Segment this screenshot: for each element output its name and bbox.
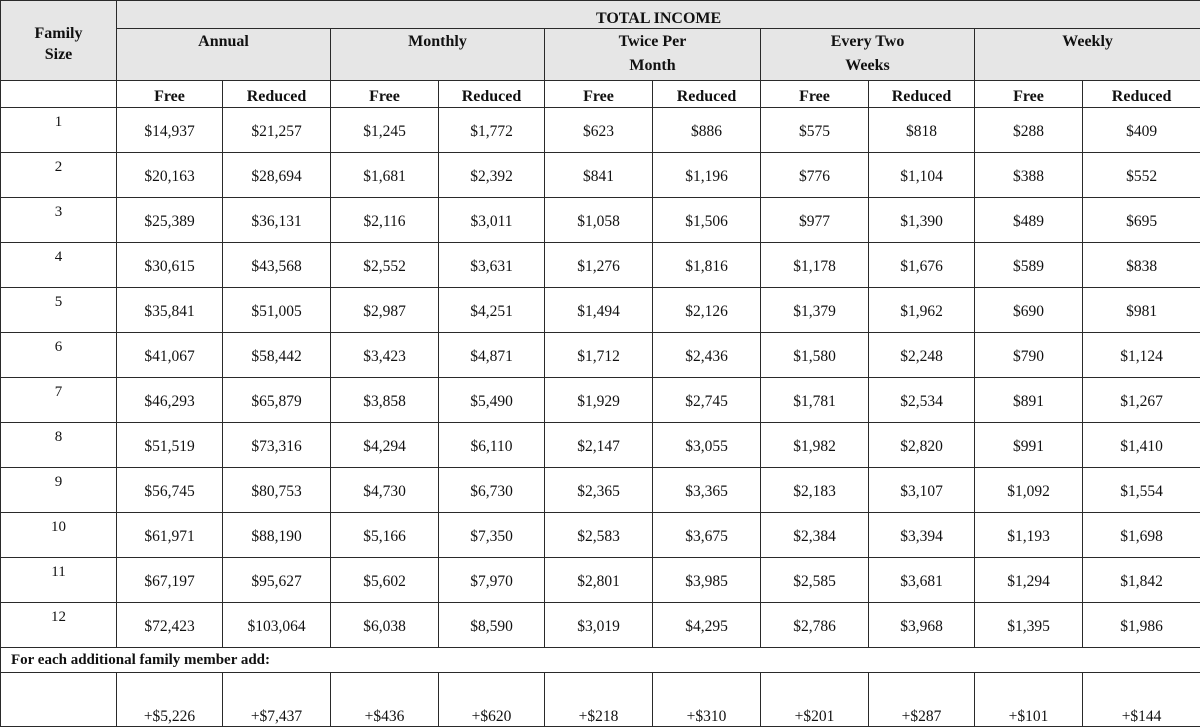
table-row xyxy=(1,603,1200,648)
reduced-income-cell: $2,126 xyxy=(653,288,761,333)
free-additional-cell: +$101 xyxy=(975,673,1083,727)
table-row xyxy=(1,558,1200,603)
free-income-cell: $2,384 xyxy=(761,513,869,558)
period-label-line-2: Weeks xyxy=(845,57,889,74)
family-size-cell: 5 xyxy=(1,288,117,333)
free-income-cell: $1,092 xyxy=(975,468,1083,513)
family-size-cell: 12 xyxy=(1,603,117,648)
reduced-additional-cell: +$310 xyxy=(653,673,761,727)
family-size-cell: 2 xyxy=(1,153,117,198)
reduced-income-cell: $80,753 xyxy=(223,468,331,513)
free-income-cell: $6,038 xyxy=(331,603,439,648)
free-income-cell: $1,494 xyxy=(545,288,653,333)
reduced-income-cell: $1,986 xyxy=(1083,603,1200,648)
subheader-free: Free xyxy=(331,81,439,108)
table-row xyxy=(1,153,1200,198)
free-additional-cell: +$5,226 xyxy=(117,673,223,727)
subheader-reduced: Reduced xyxy=(439,81,545,108)
subheader-free: Free xyxy=(545,81,653,108)
reduced-income-cell: $552 xyxy=(1083,153,1200,198)
family-size-cell: 7 xyxy=(1,378,117,423)
reduced-income-cell: $3,968 xyxy=(869,603,975,648)
reduced-income-cell: $3,055 xyxy=(653,423,761,468)
additional-member-row xyxy=(1,673,1200,727)
reduced-income-cell: $1,196 xyxy=(653,153,761,198)
period-label: Twice Per xyxy=(619,33,687,50)
free-income-cell: $1,058 xyxy=(545,198,653,243)
free-income-cell: $41,067 xyxy=(117,333,223,378)
free-income-cell: $5,602 xyxy=(331,558,439,603)
free-income-cell: $1,712 xyxy=(545,333,653,378)
free-income-cell: $489 xyxy=(975,198,1083,243)
reduced-income-cell: $695 xyxy=(1083,198,1200,243)
reduced-income-cell: $51,005 xyxy=(223,288,331,333)
reduced-income-cell: $6,730 xyxy=(439,468,545,513)
reduced-income-cell: $838 xyxy=(1083,243,1200,288)
free-income-cell: $3,423 xyxy=(331,333,439,378)
additional-member-blank-cell xyxy=(1,673,117,727)
free-income-cell: $2,585 xyxy=(761,558,869,603)
subheader-reduced: Reduced xyxy=(869,81,975,108)
period-label: Annual xyxy=(198,33,249,50)
reduced-income-cell: $1,676 xyxy=(869,243,975,288)
free-income-cell: $2,365 xyxy=(545,468,653,513)
reduced-income-cell: $2,745 xyxy=(653,378,761,423)
reduced-additional-cell: +$7,437 xyxy=(223,673,331,727)
header-row-free-reduced xyxy=(1,81,1200,108)
total-income-header: TOTAL INCOME xyxy=(117,1,1200,29)
free-income-cell: $1,681 xyxy=(331,153,439,198)
period-label: Weekly xyxy=(1062,33,1113,50)
family-size-cell: 6 xyxy=(1,333,117,378)
reduced-income-cell: $7,350 xyxy=(439,513,545,558)
table-row xyxy=(1,108,1200,153)
free-income-cell: $1,580 xyxy=(761,333,869,378)
reduced-additional-cell: +$620 xyxy=(439,673,545,727)
reduced-additional-cell: +$144 xyxy=(1083,673,1200,727)
free-income-cell: $46,293 xyxy=(117,378,223,423)
free-additional-cell: +$201 xyxy=(761,673,869,727)
free-income-cell: $67,197 xyxy=(117,558,223,603)
free-income-cell: $2,801 xyxy=(545,558,653,603)
free-income-cell: $35,841 xyxy=(117,288,223,333)
reduced-income-cell: $1,104 xyxy=(869,153,975,198)
reduced-additional-cell: +$287 xyxy=(869,673,975,727)
period-header-every-two-weeks xyxy=(761,29,975,81)
free-income-cell: $1,178 xyxy=(761,243,869,288)
table-body xyxy=(1,108,1200,727)
family-size-cell: 8 xyxy=(1,423,117,468)
free-income-cell: $575 xyxy=(761,108,869,153)
table-row xyxy=(1,333,1200,378)
reduced-income-cell: $103,064 xyxy=(223,603,331,648)
reduced-income-cell: $2,248 xyxy=(869,333,975,378)
reduced-income-cell: $1,390 xyxy=(869,198,975,243)
reduced-income-cell: $1,506 xyxy=(653,198,761,243)
reduced-income-cell: $981 xyxy=(1083,288,1200,333)
reduced-income-cell: $3,011 xyxy=(439,198,545,243)
free-income-cell: $1,781 xyxy=(761,378,869,423)
reduced-income-cell: $43,568 xyxy=(223,243,331,288)
free-income-cell: $51,519 xyxy=(117,423,223,468)
subheader-reduced: Reduced xyxy=(223,81,331,108)
reduced-income-cell: $73,316 xyxy=(223,423,331,468)
period-header-annual xyxy=(117,29,331,81)
free-income-cell: $388 xyxy=(975,153,1083,198)
additional-member-note: For each additional family member add: xyxy=(1,648,1200,673)
free-income-cell: $2,147 xyxy=(545,423,653,468)
reduced-income-cell: $6,110 xyxy=(439,423,545,468)
free-income-cell: $1,276 xyxy=(545,243,653,288)
family-size-cell: 1 xyxy=(1,108,117,153)
free-income-cell: $776 xyxy=(761,153,869,198)
free-additional-cell: +$218 xyxy=(545,673,653,727)
free-income-cell: $30,615 xyxy=(117,243,223,288)
reduced-income-cell: $28,694 xyxy=(223,153,331,198)
family-size-label-line-1: Family xyxy=(35,25,83,42)
reduced-income-cell: $3,631 xyxy=(439,243,545,288)
subheader-free: Free xyxy=(117,81,223,108)
reduced-income-cell: $1,816 xyxy=(653,243,761,288)
header-row-total xyxy=(1,1,1200,29)
free-additional-cell: +$436 xyxy=(331,673,439,727)
reduced-income-cell: $1,124 xyxy=(1083,333,1200,378)
free-income-cell: $25,389 xyxy=(117,198,223,243)
free-income-cell: $1,193 xyxy=(975,513,1083,558)
family-size-subheader-blank xyxy=(1,81,117,108)
reduced-income-cell: $3,675 xyxy=(653,513,761,558)
free-income-cell: $991 xyxy=(975,423,1083,468)
period-label-line-2: Month xyxy=(629,57,675,74)
reduced-income-cell: $1,554 xyxy=(1083,468,1200,513)
free-income-cell: $61,971 xyxy=(117,513,223,558)
free-income-cell: $3,019 xyxy=(545,603,653,648)
reduced-income-cell: $1,842 xyxy=(1083,558,1200,603)
period-label: Every Two xyxy=(831,33,905,50)
reduced-income-cell: $818 xyxy=(869,108,975,153)
reduced-income-cell: $4,251 xyxy=(439,288,545,333)
reduced-income-cell: $2,820 xyxy=(869,423,975,468)
free-income-cell: $1,294 xyxy=(975,558,1083,603)
reduced-income-cell: $3,365 xyxy=(653,468,761,513)
free-income-cell: $14,937 xyxy=(117,108,223,153)
free-income-cell: $2,987 xyxy=(331,288,439,333)
reduced-income-cell: $65,879 xyxy=(223,378,331,423)
family-size-cell: 4 xyxy=(1,243,117,288)
free-income-cell: $20,163 xyxy=(117,153,223,198)
reduced-income-cell: $1,698 xyxy=(1083,513,1200,558)
subheader-reduced: Reduced xyxy=(1083,81,1200,108)
family-size-cell: 10 xyxy=(1,513,117,558)
reduced-income-cell: $58,442 xyxy=(223,333,331,378)
free-income-cell: $72,423 xyxy=(117,603,223,648)
additional-member-note-row xyxy=(1,648,1200,673)
header-row-periods xyxy=(1,29,1200,81)
reduced-income-cell: $7,970 xyxy=(439,558,545,603)
free-income-cell: $891 xyxy=(975,378,1083,423)
reduced-income-cell: $409 xyxy=(1083,108,1200,153)
free-income-cell: $790 xyxy=(975,333,1083,378)
reduced-income-cell: $2,436 xyxy=(653,333,761,378)
free-income-cell: $1,379 xyxy=(761,288,869,333)
period-header-twice-per-month xyxy=(545,29,761,81)
reduced-income-cell: $8,590 xyxy=(439,603,545,648)
free-income-cell: $3,858 xyxy=(331,378,439,423)
free-income-cell: $56,745 xyxy=(117,468,223,513)
free-income-cell: $589 xyxy=(975,243,1083,288)
reduced-income-cell: $1,772 xyxy=(439,108,545,153)
table-row xyxy=(1,423,1200,468)
reduced-income-cell: $3,107 xyxy=(869,468,975,513)
free-income-cell: $977 xyxy=(761,198,869,243)
subheader-reduced: Reduced xyxy=(653,81,761,108)
table-row xyxy=(1,288,1200,333)
free-income-cell: $288 xyxy=(975,108,1083,153)
free-income-cell: $2,183 xyxy=(761,468,869,513)
reduced-income-cell: $3,681 xyxy=(869,558,975,603)
reduced-income-cell: $88,190 xyxy=(223,513,331,558)
period-header-weekly xyxy=(975,29,1200,81)
table-row xyxy=(1,468,1200,513)
table-row xyxy=(1,243,1200,288)
period-label: Monthly xyxy=(408,33,467,50)
reduced-income-cell: $886 xyxy=(653,108,761,153)
free-income-cell: $690 xyxy=(975,288,1083,333)
free-income-cell: $2,583 xyxy=(545,513,653,558)
reduced-income-cell: $4,295 xyxy=(653,603,761,648)
table-row xyxy=(1,198,1200,243)
free-income-cell: $4,294 xyxy=(331,423,439,468)
free-income-cell: $2,116 xyxy=(331,198,439,243)
free-income-cell: $4,730 xyxy=(331,468,439,513)
reduced-income-cell: $4,871 xyxy=(439,333,545,378)
family-size-cell: 3 xyxy=(1,198,117,243)
reduced-income-cell: $36,131 xyxy=(223,198,331,243)
family-size-label-line-2: Size xyxy=(45,46,73,63)
reduced-income-cell: $1,962 xyxy=(869,288,975,333)
table-header xyxy=(1,1,1200,108)
reduced-income-cell: $3,394 xyxy=(869,513,975,558)
family-size-cell: 11 xyxy=(1,558,117,603)
reduced-income-cell: $1,410 xyxy=(1083,423,1200,468)
reduced-income-cell: $3,985 xyxy=(653,558,761,603)
reduced-income-cell: $2,534 xyxy=(869,378,975,423)
free-income-cell: $2,786 xyxy=(761,603,869,648)
table-row xyxy=(1,378,1200,423)
free-income-cell: $1,395 xyxy=(975,603,1083,648)
table-row xyxy=(1,513,1200,558)
family-size-header xyxy=(1,1,117,81)
reduced-income-cell: $21,257 xyxy=(223,108,331,153)
reduced-income-cell: $1,267 xyxy=(1083,378,1200,423)
reduced-income-cell: $95,627 xyxy=(223,558,331,603)
free-income-cell: $5,166 xyxy=(331,513,439,558)
free-income-cell: $1,245 xyxy=(331,108,439,153)
subheader-free: Free xyxy=(975,81,1083,108)
free-income-cell: $841 xyxy=(545,153,653,198)
reduced-income-cell: $5,490 xyxy=(439,378,545,423)
free-income-cell: $1,982 xyxy=(761,423,869,468)
reduced-income-cell: $2,392 xyxy=(439,153,545,198)
family-size-cell: 9 xyxy=(1,468,117,513)
free-income-cell: $2,552 xyxy=(331,243,439,288)
free-income-cell: $623 xyxy=(545,108,653,153)
period-header-monthly xyxy=(331,29,545,81)
free-income-cell: $1,929 xyxy=(545,378,653,423)
subheader-free: Free xyxy=(761,81,869,108)
